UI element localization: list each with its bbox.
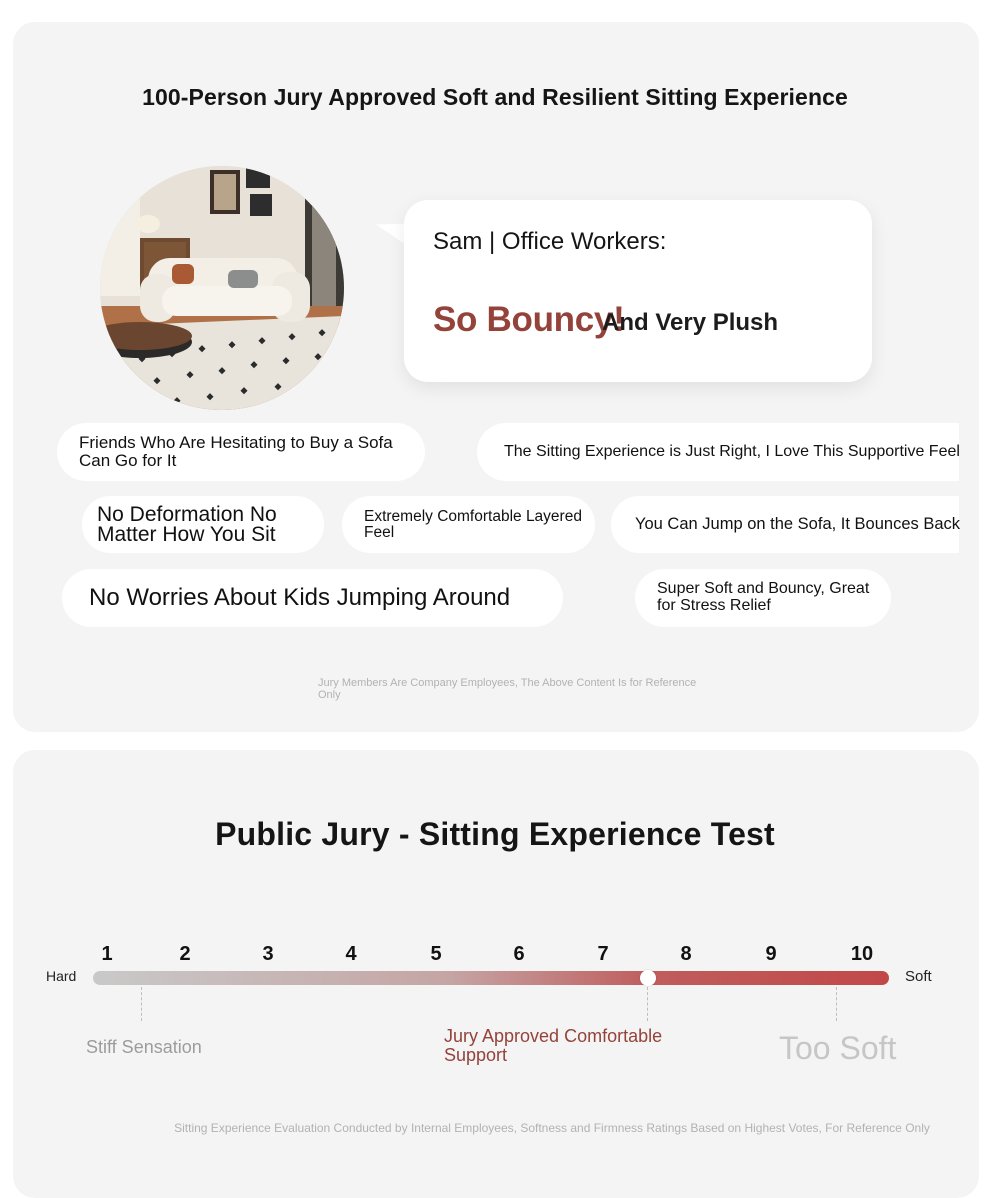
marker-line-too-soft — [836, 987, 837, 1021]
review-pill: Extremely Comfortable Layered Feel — [342, 496, 595, 553]
review-pill: You Can Jump on the Sofa, It Bounces Back — [611, 496, 959, 553]
bottom-disclaimer: Sitting Experience Evaluation Conducted by Internal Employees, Softness and Firmness Ratings Based on Highest Votes, For Reference Only — [174, 1121, 930, 1135]
review-pill: The Sitting Experience is Just Right, I Love This Supportive Feel — [477, 423, 959, 481]
scale-tick-6: 6 — [513, 943, 525, 965]
review-pill: No Deformation No Matter How You Sit — [82, 496, 324, 553]
review-pill: Friends Who Are Hesitating to Buy a Sofa Can Go for It — [57, 423, 425, 481]
testimonial-bubble — [404, 200, 872, 382]
scale-hard-label: Hard — [46, 968, 77, 984]
review-pill: No Worries About Kids Jumping Around — [62, 569, 563, 627]
testimonial-highlight: So Bouncy! — [433, 300, 625, 339]
marker-line-stiff — [141, 987, 142, 1021]
testimonial-rest: And Very Plush — [602, 309, 779, 336]
top-heading: 100-Person Jury Approved Soft and Resilient Sitting Experience — [142, 84, 848, 110]
scale-tick-3: 3 — [262, 943, 274, 965]
top-disclaimer: Jury Members Are Company Employees, The Above Content Is for Reference Only — [318, 677, 697, 701]
sofa-photo — [100, 166, 344, 410]
jury-approved-label: Jury Approved Comfortable Support — [444, 1026, 663, 1066]
marker-line-approved — [647, 987, 648, 1021]
scale-tick-8: 8 — [680, 943, 692, 965]
bottom-heading: Public Jury - Sitting Experience Test — [215, 816, 775, 852]
review-pill: Super Soft and Bouncy, Great for Stress Relief — [635, 569, 891, 627]
sofa-photo-illustration — [100, 166, 344, 410]
too-soft-label: Too Soft — [779, 1030, 897, 1066]
softness-scale-bar — [93, 971, 889, 985]
scale-tick-7: 7 — [597, 943, 609, 965]
scale-tick-2: 2 — [179, 943, 191, 965]
scale-tick-9: 9 — [765, 943, 777, 965]
scale-tick-1: 1 — [101, 943, 113, 965]
softness-scale-marker — [640, 970, 656, 986]
scale-soft-label: Soft — [905, 968, 932, 985]
scale-tick-5: 5 — [430, 943, 442, 965]
stiff-sensation-label: Stiff Sensation — [86, 1037, 202, 1057]
scale-tick-10: 10 — [850, 943, 874, 965]
testimonial-author: Sam | Office Workers: — [433, 228, 667, 255]
scale-tick-4: 4 — [345, 943, 357, 965]
